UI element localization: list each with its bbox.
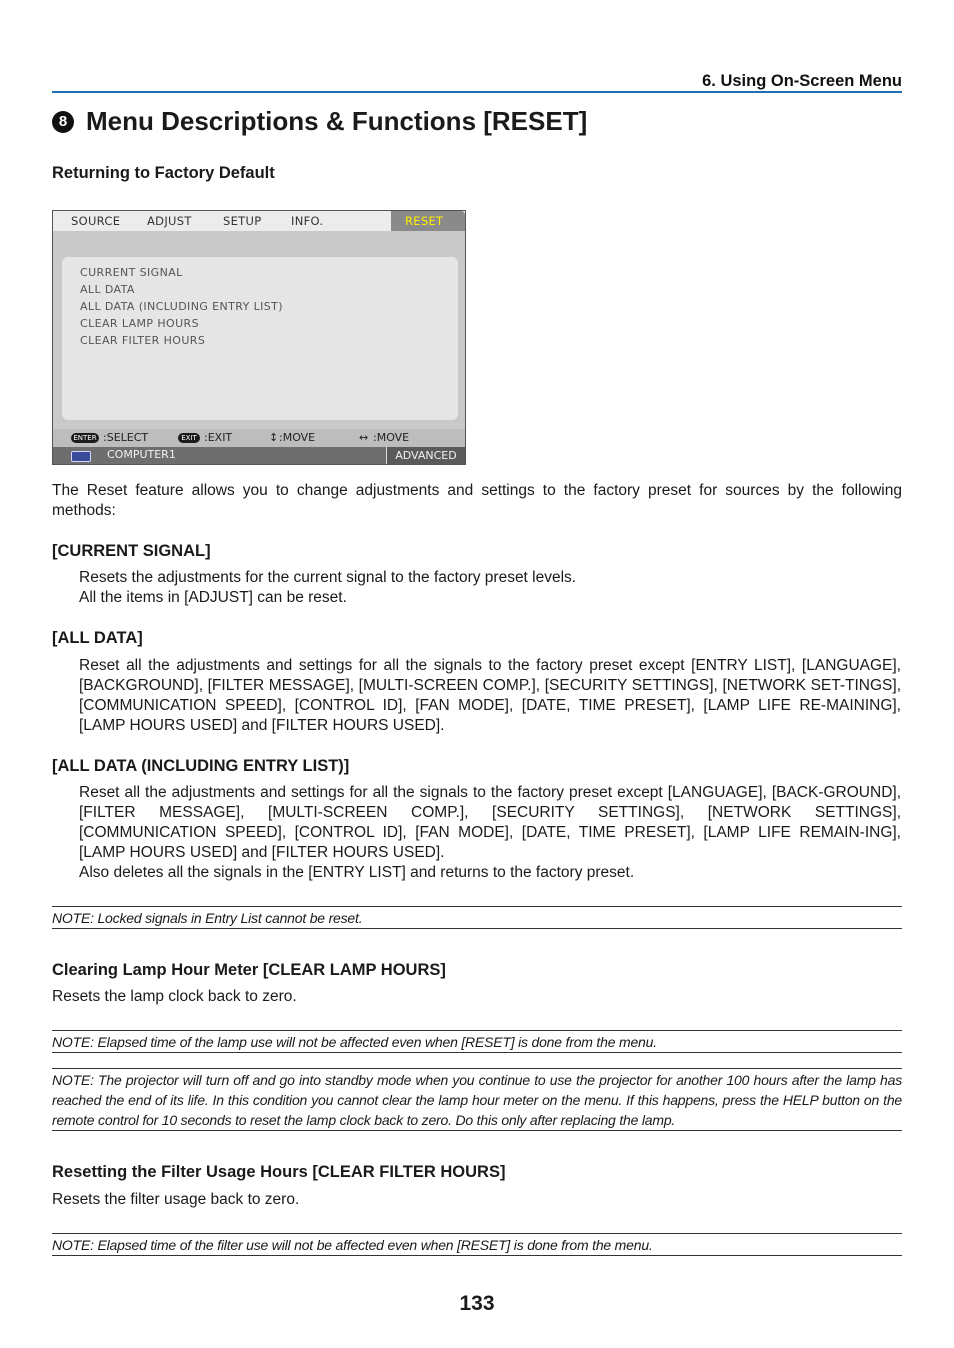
header-rule — [52, 91, 902, 93]
intro-paragraph: The Reset feature allows you to change adjustments and settings to the factory preset for sources by the following methods: — [52, 482, 902, 519]
chapter-header: 6. Using On-Screen Menu — [702, 72, 902, 90]
osd-tab-source[interactable]: SOURCE — [71, 214, 121, 228]
osd-footer-move-v: :MOVE — [279, 431, 316, 444]
computer-input-icon — [71, 451, 91, 462]
note-lamp-standby: NOTE: The projector will turn off and go into standby mode when you continue to use the projector for another 100 hours after the lamp has reached the end of its life. In this condition you cannot clear the lamp hour meter on the menu. If this happens, press the HELP button on the remote control for 10 seconds to reset the lamp clock back to zero. Do this only after replacing the lamp. — [52, 1068, 902, 1131]
heading-clear-lamp: Clearing Lamp Hour Meter [CLEAR LAMP HOURS] — [52, 961, 446, 979]
note-filter-elapsed: NOTE: Elapsed time of the filter use will not be affected even when [RESET] is done from the menu. — [52, 1233, 902, 1256]
osd-item-all-data-entry[interactable]: ALL DATA (INCLUDING ENTRY LIST) — [80, 300, 283, 313]
page-number: 133 — [459, 1292, 495, 1315]
page-title-text: Menu Descriptions & Functions [RESET] — [86, 106, 588, 136]
osd-reset-menu — [52, 210, 466, 465]
osd-status-bar — [53, 447, 465, 464]
osd-tab-setup[interactable]: SETUP — [223, 214, 262, 228]
osd-tab-reset[interactable]: RESET — [405, 214, 444, 228]
section-heading-factory-default: Returning to Factory Default — [52, 164, 275, 182]
heading-clear-filter: Resetting the Filter Usage Hours [CLEAR FILTER HOURS] — [52, 1163, 506, 1181]
page-title — [52, 106, 587, 137]
osd-item-current-signal[interactable]: CURRENT SIGNAL — [80, 266, 183, 279]
current-signal-line2: All the items in [ADJUST] can be reset. — [79, 589, 347, 606]
osd-tab-bar — [53, 211, 465, 231]
osd-footer-move-h: :MOVE — [373, 431, 410, 444]
clear-lamp-text: Resets the lamp clock back to zero. — [52, 988, 297, 1005]
osd-tab-info[interactable]: INFO. — [291, 214, 324, 228]
updown-arrow-icon: ↕ — [269, 431, 279, 444]
osd-item-panel — [62, 257, 458, 420]
clear-filter-text: Resets the filter usage back to zero. — [52, 1191, 300, 1208]
heading-current-signal: [CURRENT SIGNAL] — [52, 542, 211, 560]
osd-tab-adjust[interactable]: ADJUST — [147, 214, 192, 228]
osd-item-all-data[interactable]: ALL DATA — [80, 283, 135, 296]
heading-all-data-entry: [ALL DATA (INCLUDING ENTRY LIST)] — [52, 757, 350, 775]
osd-status-mode: ADVANCED — [386, 447, 465, 464]
all-data-entry-line2: Also deletes all the signals in the [ENTRY LIST] and returns to the factory preset. — [79, 864, 635, 881]
exit-badge-icon: EXIT — [178, 433, 200, 443]
leftright-arrow-icon: ↔ — [359, 431, 369, 444]
osd-footer-select: :SELECT — [103, 431, 149, 444]
osd-item-clear-lamp[interactable]: CLEAR LAMP HOURS — [80, 317, 199, 330]
osd-item-clear-filter[interactable]: CLEAR FILTER HOURS — [80, 334, 206, 347]
all-data-entry-text: Reset all the adjustments and settings for all the signals to the factory preset except [LANGUAGE], [BACK-GROUND], [FILTER MESSAGE], [MULTI-SCREEN COMP.], [SECURITY SETTINGS], [NETWORK SETTINGS], [COMMUNICATION SPEED], [CONTROL ID], [FAN MODE], [DATE, TIME PRESET], [LAMP LIFE REMAIN-ING], [LAMP HOURS USED] and [FILTER HOURS USED]. — [79, 784, 901, 861]
osd-status-source: COMPUTER1 — [107, 448, 176, 461]
osd-footer — [53, 429, 465, 447]
note-lamp-elapsed: NOTE: Elapsed time of the lamp use will not be affected even when [RESET] is done from the menu. — [52, 1030, 902, 1053]
heading-all-data: [ALL DATA] — [52, 629, 143, 647]
all-data-text: Reset all the adjustments and settings for all the signals to the factory preset except [ENTRY LIST], [LANGUAGE], [BACKGROUND], [FILTER MESSAGE], [MULTI-SCREEN COMP.], [SECURITY SETTINGS], [NETWORK SET-TINGS], [COMMUNICATION SPEED], [CONTROL ID], [FAN MODE], [DATE, TIME PRESET], [LAMP LIFE RE-MAINING], [LAMP HOURS USED] and [FILTER HOURS USED]. — [79, 657, 901, 734]
osd-footer-exit: :EXIT — [204, 431, 233, 444]
enter-badge-icon: ENTER — [71, 433, 99, 443]
osd-body — [53, 231, 465, 429]
section-number-icon: 8 — [52, 111, 74, 133]
note-locked-signals: NOTE: Locked signals in Entry List cannot be reset. — [52, 906, 902, 929]
current-signal-line1: Resets the adjustments for the current signal to the factory preset levels. — [79, 569, 577, 586]
